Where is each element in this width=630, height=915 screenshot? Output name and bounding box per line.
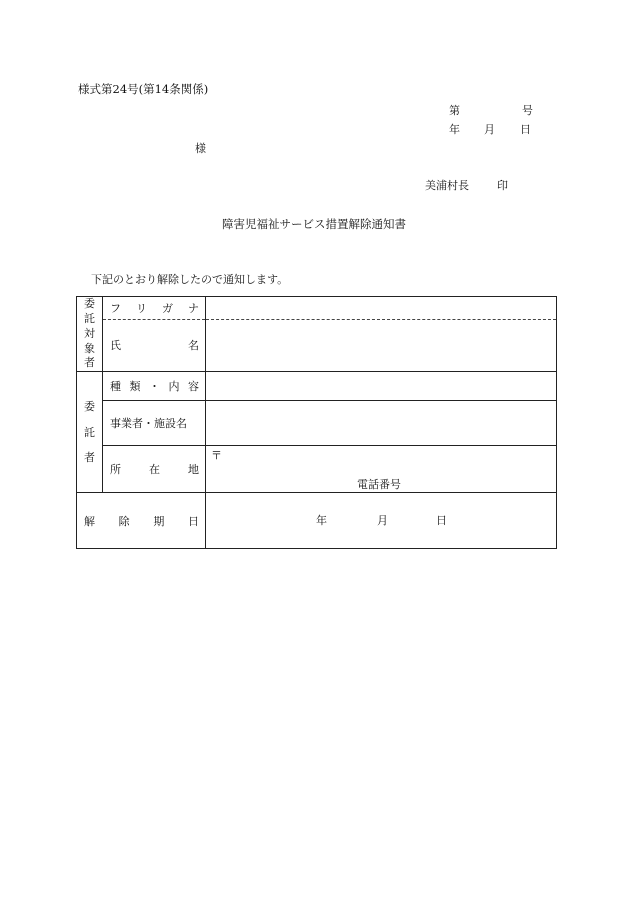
- type-content-label: 種 類 ・ 内 容: [103, 372, 206, 401]
- furigana-field[interactable]: [206, 297, 557, 320]
- name-field[interactable]: [206, 319, 557, 372]
- seal-mark: 印: [497, 179, 508, 192]
- document-title: 障害児福祉サービス措置解除通知書: [222, 217, 406, 231]
- date-year: 年: [449, 123, 460, 136]
- doc-number-prefix: 第: [449, 104, 460, 117]
- name-label: 氏 名: [103, 319, 206, 372]
- postal-mark: 〒: [211, 449, 222, 463]
- release-date-label: 解 除 期 日: [77, 493, 206, 549]
- release-date-year: 年: [316, 514, 327, 528]
- date-month: 月: [484, 123, 495, 136]
- target-person-group-label: 委 託 対 象 者: [77, 297, 103, 372]
- release-date-day: 日: [436, 514, 447, 528]
- location-field[interactable]: [206, 446, 557, 493]
- intro-text: 下記のとおり解除したので通知します。: [91, 273, 289, 286]
- contractor-group-label: 委 託 者: [77, 372, 103, 493]
- release-date-month: 月: [377, 514, 388, 528]
- notice-table: [76, 296, 557, 549]
- addressee-suffix: 様: [195, 142, 206, 155]
- location-label: 所 在 地: [103, 446, 206, 493]
- issuer-name: 美浦村長: [425, 179, 469, 192]
- business-name-field[interactable]: [206, 401, 557, 446]
- release-date-field[interactable]: [206, 493, 557, 549]
- business-name-label: 事業者・施設名: [103, 401, 206, 446]
- doc-number-suffix: 号: [522, 104, 533, 117]
- date-day: 日: [520, 123, 531, 136]
- form-number: 様式第24号(第14条関係): [78, 82, 209, 96]
- type-content-field[interactable]: [206, 372, 557, 401]
- phone-label: 電話番号: [357, 478, 401, 492]
- furigana-label: フ リ ガ ナ: [103, 297, 206, 320]
